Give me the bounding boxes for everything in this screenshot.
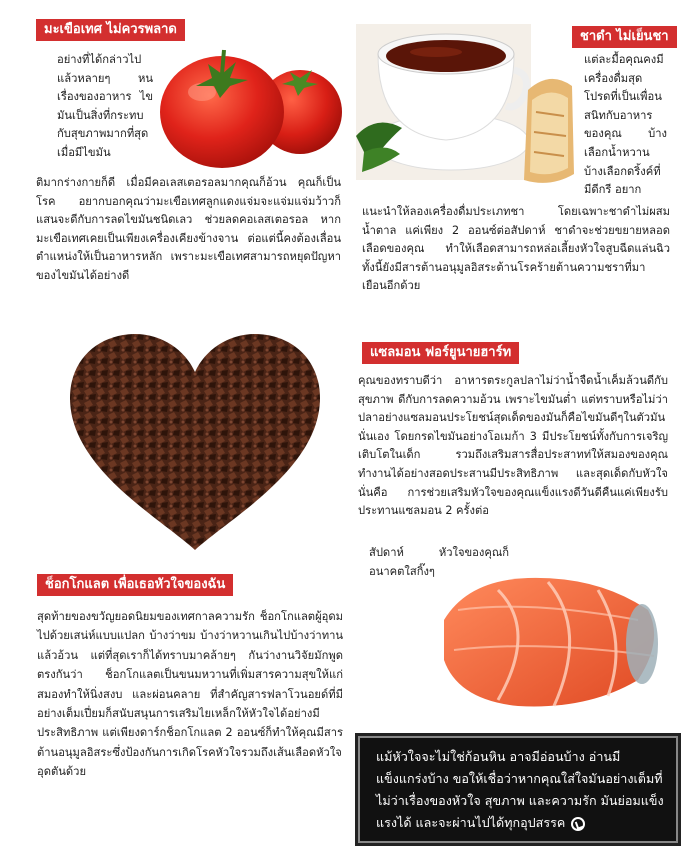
salmon-heading: แซลมอน ฟอร์ยูนายฮาร์ท: [362, 342, 519, 364]
toast-image: [510, 70, 580, 190]
quote-text-content: แม้หัวใจจะไม่ใช่ก้อนหิน อาจมีอ่อนบ้าง อ่านมีแข็งแกร่งบ้าง ขอให้เชื่อว่าหากคุณใส่ใจมันอย่างเต็มที่ไม่ว่าเรื่องของหัวใจ สุขภาพ และความรัก มันย่อมแข็งแรงได้ และจะผ่านไปได้ทุกอุปสรรค: [376, 749, 664, 830]
salmon-image: [438, 560, 668, 712]
quote-text: [376, 746, 666, 834]
chocolate-heart-image: [60, 328, 330, 558]
chocolate-heading: ช็อกโกแลต เพื่อเธอหัวใจของฉัน: [37, 574, 233, 596]
tea-heading: ชาดำ ไม่เย็นชา: [572, 26, 677, 48]
tomato-text-wide: ติมากร่างกายก็ดี เมื่อมีคอเลสเตอรอลมากคุณก็อ้วน คุณก็เป็นโรค อยากบอกคุณว่ามะเขือเทศลูกแดงแจ่มจะแจ่มแจ่มว้าวก็แสนจะดีกับการลดไขมันชนิดเลว ช่วยลดคอเลสเตอรอล หากมะเขือเทศเคยเป็นเพียงเครื่องเคียงข้างจาน ต่อแต่นี้คงต้องเลื่อนตำแหน่งให้เป็นอาหารหลัก เพราะมะเขือเทศสามารถหยุดปัญหาของไขมันได้อย่างดี: [36, 176, 341, 282]
tea-text-wide: แนะนำให้ลองเครื่องดื่มประเภทชา โดยเฉพาะชาดำไม่ผสมน้ำตาล แค่เพียง 2 ออนซ์ต่อสัปดาห์ ชาดำจะช่วยขยายหลอดเลือดของคุณ ทำให้เลือดสามารถหล่อเลี้ยงหัวใจสูบฉีดแล่นฉิวทั้งนี้ยังมีสารต้านอนุมูลอิสระต้านโรคร้ายต้านความชราที่มาเยือนอีกด้วย: [362, 205, 670, 293]
quote-box: [355, 733, 681, 846]
salmon-text-narrow: สัปดาห์ หัวใจของคุณก็อนาคตใสกิ๊งๆ: [369, 546, 509, 578]
tomato-heading: มะเขือเทศ ไม่ควรพลาด: [36, 19, 185, 41]
tomato-text-narrow: อย่างที่ได้กล่าวไปแล้วหลายๆ หน เรื่องของอาหาร ไขมันเป็นสิ่งที่กระทบกับสุขภาพมากที่สุด เมื่อมีไขมัน: [57, 53, 153, 159]
salmon-text-wide: คุณของทราบดีว่า อาหารตระกูลปลาไม่ว่าน้ำจืดน้ำเค็มล้วนดีกับสุขภาพ ดีกับการลดความอ้วน เพราะไขมันต่ำ แต่ทราบหรือไม่ว่า ปลาอย่างแซลมอนประโยชน์สุดเด็ดของมันก็คือไขมันดีๆในตัวมันนั่นเอง โดยกรดไขมันอย่างโอเมก้า 3 มีประโยชน์ทั้งกับการเจริญเติบโตในเด็ก รวมถึงเสริมสารสื่อประสาทท่ให้สมองของคุณทำงานได้อย่างสอดประสานมีประสิทธิภาพ และสุดเด็ดกับหัวใจนั่นคือ การช่วยเสริมหัวใจของคุณแข็งแรงดีวันดีคืนแค่เพียงรับประทานแซลมอน 2 ครั้งต่อ: [358, 374, 668, 518]
heart-logo-icon: [571, 817, 585, 831]
chocolate-text: สุดท้ายของขวัญยอดนิยมของเทศกาลความรัก ช็อกโกแลตผู้อุดมไปด้วยเสน่ห์แบบแปลก บ้างว่าขม บ้างว่าหวานเกินไปบ้างว่าทานแล้วอ้วน แต่ที่สุดเราก็ได้ทราบมาคล้ายๆ กันว่างานวิจัยมักพูดตรงกันว่า ช็อกโกแลตเป็นขนมหวานที่เพิ่มสารความสุขให้แก่สมองทำให้นิ่งสงบ และผ่อนคลาย ที่สำคัญสารฟลาโวนอยด์ที่มีอย่างเต็มเปี่ยมก็สนับสนุนการเสริมไยเหล็กให้หัวใจได้อย่างมีประสิทธิภาพ แต่เพียงดาร์กช็อกโกแลต 2 ออนซ์ก็ทำให้คุณมีสารต้านอนุมูลอิสระซึ่งป้องกันการเกิดโรคหัวใจรวมถึงเส้นเลือดหัวใจอุดตันด้วย: [37, 610, 343, 779]
tea-cup-image: [356, 24, 531, 180]
tea-text-narrow: แต่ละมื้อคุณคงมีเครื่องดื่มสุดโปรดที่เป็นเพื่อนสนิทกับอาหารของคุณ บ้างเลือกน้ำหวาน บ้างเลือกดริ้งค์ที่มีดีกรี อยาก: [584, 53, 667, 197]
tomato-image: [150, 40, 345, 170]
